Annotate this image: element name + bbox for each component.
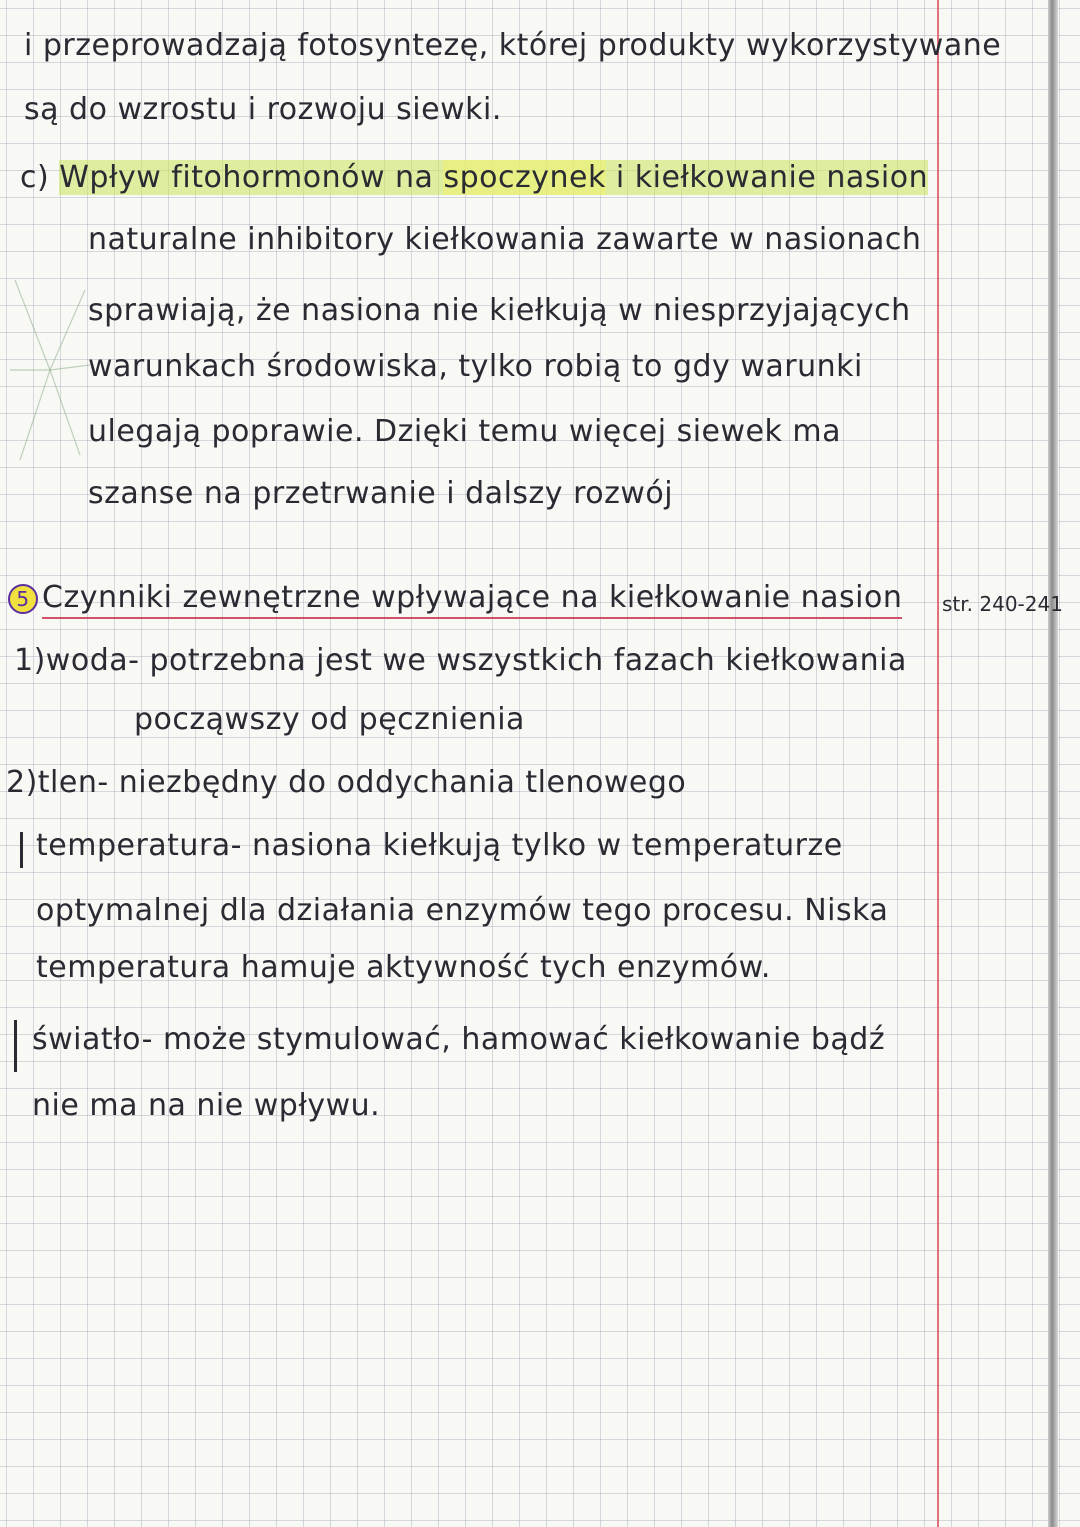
- item-marker-bar: [14, 1020, 17, 1072]
- page-reference: str. 240-241: [942, 592, 1063, 616]
- margin-line: [937, 0, 939, 1527]
- section-c-line-3: warunkach środowiska, tylko robią to gdy warunki: [88, 349, 863, 384]
- section-5-heading: [8, 580, 902, 615]
- item-temperature-line-1: - nasiona kiełkują tylko w temperaturze: [230, 828, 843, 863]
- item-water-line-1: - potrzebna jest we wszystkich fazach kiełkowania: [128, 643, 907, 678]
- binding-edge: [1048, 0, 1058, 1527]
- section-c-line-5: szanse na przetrwanie i dalszy rozwój: [88, 476, 674, 511]
- item-oxygen: [6, 765, 686, 800]
- section-c-line-4: ulegają poprawie. Dzięki temu więcej siewek ma: [88, 414, 842, 449]
- section-c-title-prefix: Wpływ fitohormonów na: [59, 160, 444, 195]
- section-c-line-2: sprawiają, że nasiona nie kiełkują w niesprzyjających: [88, 293, 911, 328]
- item-temperature-line-3: temperatura hamuje aktywność tych enzymów.: [36, 950, 771, 985]
- item-temperature-term: temperatura: [36, 828, 231, 863]
- item-water-line-2: począwszy od pęcznienia: [134, 702, 525, 737]
- section-5-title: Czynniki zewnętrzne wpływające na kiełkowanie nasion: [42, 580, 902, 619]
- item-light-line-2: nie ma na nie wpływu.: [32, 1088, 381, 1123]
- intro-line-1: [24, 28, 1001, 63]
- item-temperature-line-2: optymalnej dla działania enzymów tego procesu. Niska: [36, 893, 889, 928]
- section-c-title-highlight: spoczynek: [443, 160, 606, 195]
- intro-line-1-highlight: produkty wykorzystywane: [597, 28, 1002, 63]
- item-light-line-1: - może stymulować, hamować kiełkowanie bądź: [141, 1022, 886, 1057]
- intro-line-2: są do wzrostu i rozwoju siewki.: [24, 92, 502, 127]
- item-oxygen-marker: 2): [6, 765, 38, 800]
- item-light: [32, 1022, 885, 1057]
- section-c-line-1: naturalne inhibitory kiełkowania zawarte w nasionach: [88, 222, 922, 257]
- section-c-title: [59, 160, 928, 195]
- item-water-marker: 1): [14, 643, 46, 678]
- section-c-label: c): [20, 160, 50, 195]
- pencil-sketch-decoration: [10, 270, 90, 470]
- item-oxygen-term: tlen: [37, 765, 98, 800]
- item-temperature: [36, 828, 843, 863]
- section-c-heading: [20, 160, 928, 195]
- section-c-title-suffix: i kiełkowanie nasion: [605, 160, 929, 195]
- item-water: [14, 643, 907, 678]
- item-marker-bar: [20, 832, 23, 868]
- item-oxygen-line-1: - niezbędny do oddychania tlenowego: [97, 765, 687, 800]
- section-number-badge: 5: [8, 584, 38, 614]
- item-light-term: światło: [32, 1022, 142, 1057]
- item-water-term: woda: [45, 643, 129, 678]
- intro-line-1-text: i przeprowadzają fotosyntezę, której: [24, 28, 598, 63]
